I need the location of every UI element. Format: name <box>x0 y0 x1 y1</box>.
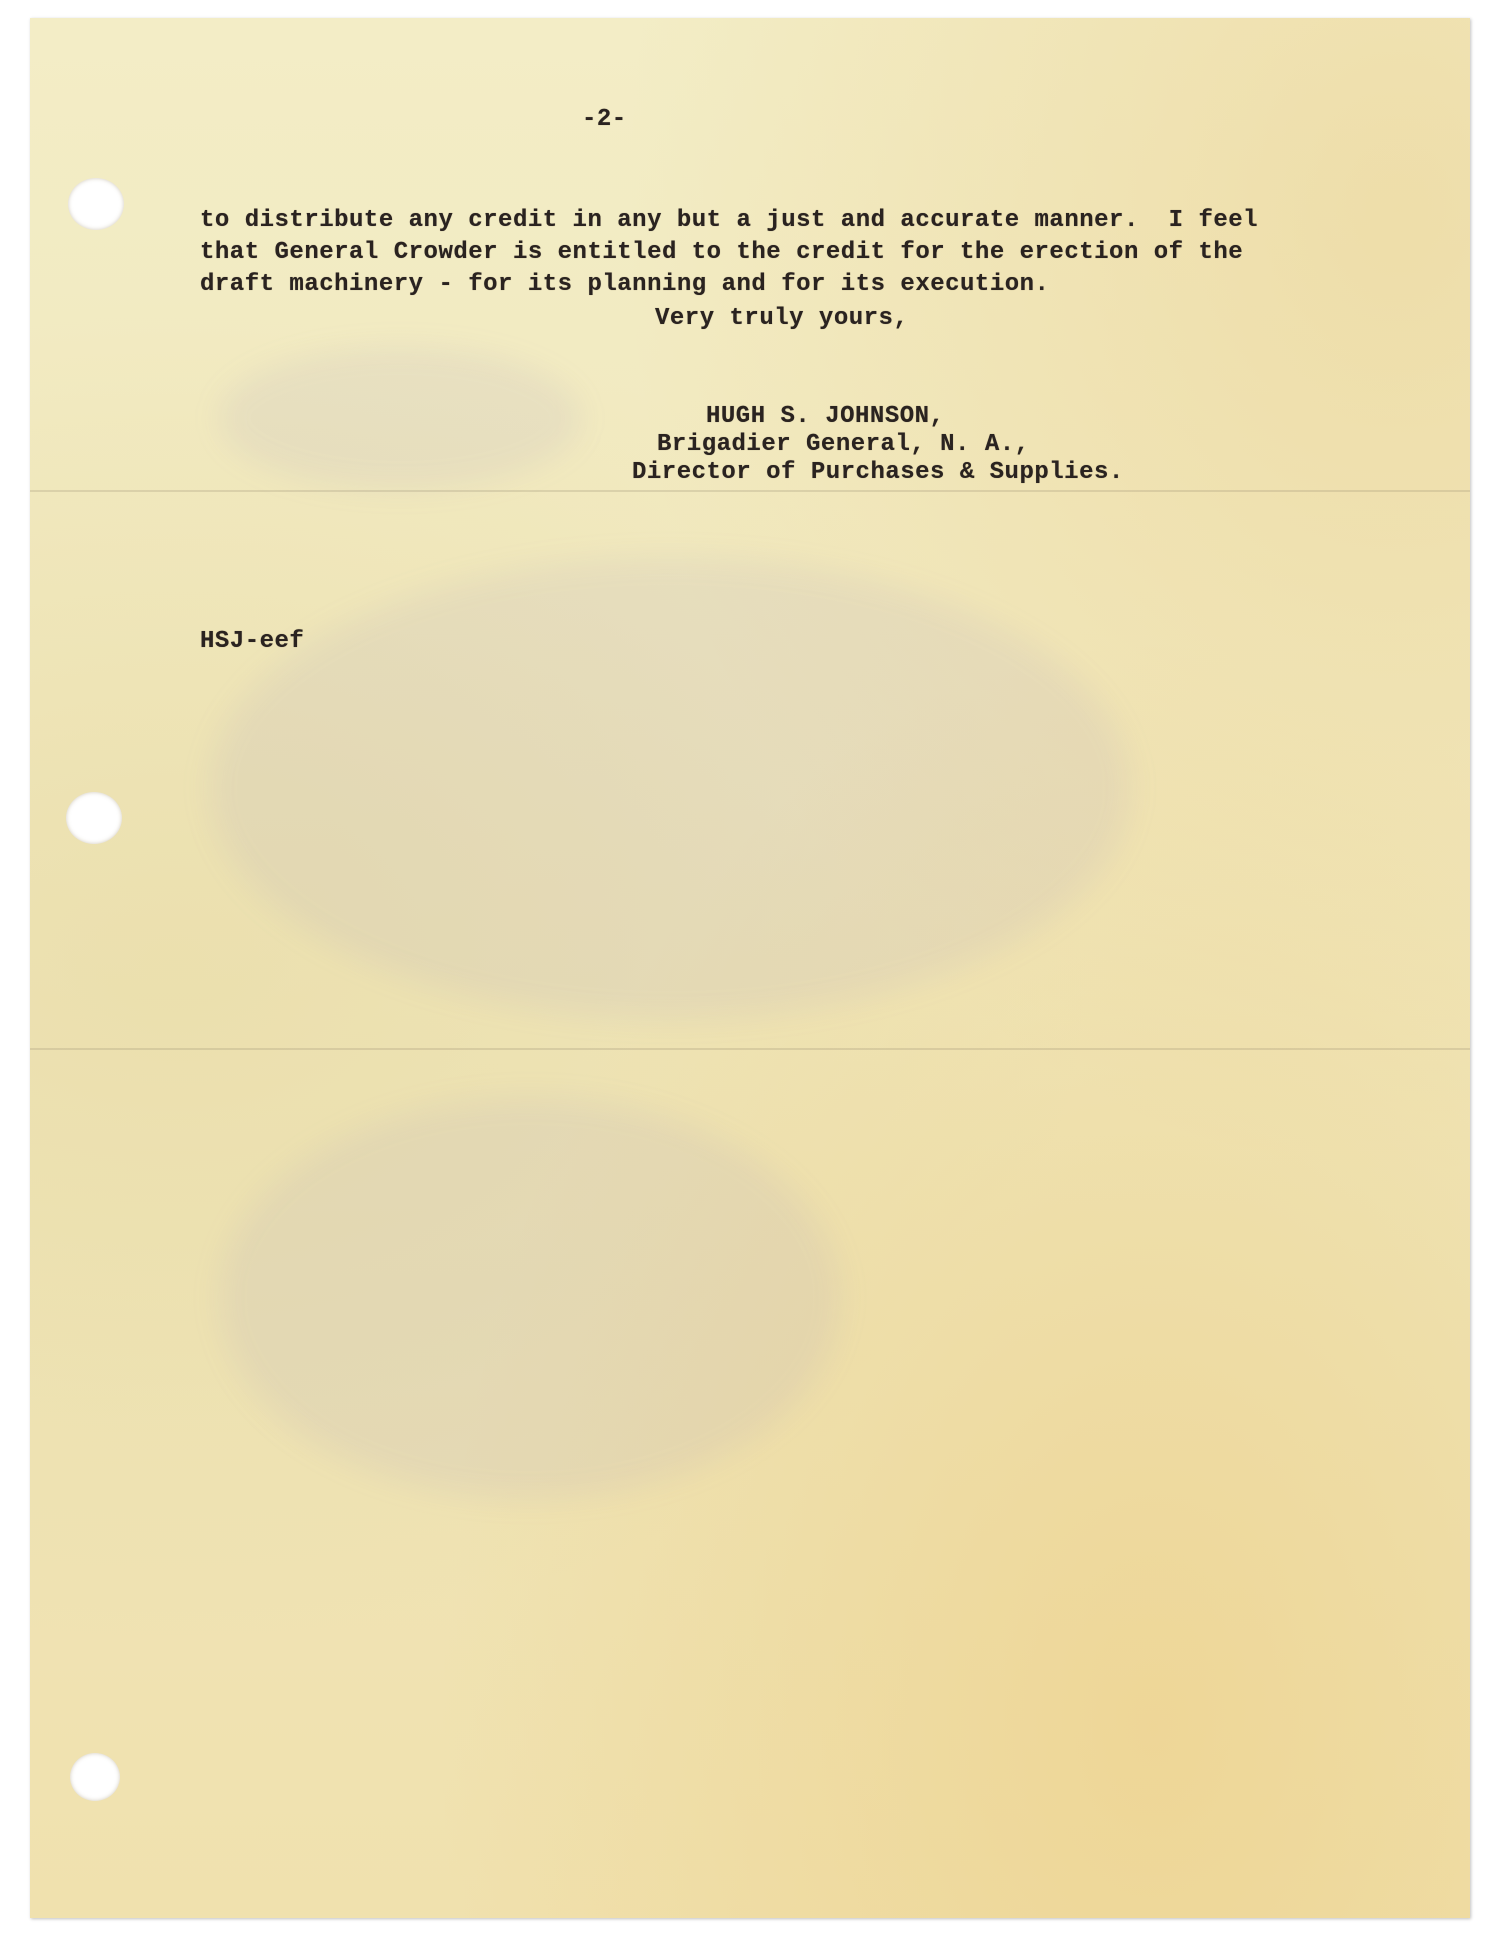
closing: Very truly yours, <box>655 305 909 332</box>
body-line-1: to distribute any credit in any but a just and accurate manner. I feel <box>200 207 1259 234</box>
signer-rank: Brigadier General, N. A., <box>657 431 1030 458</box>
punch-hole <box>66 792 122 844</box>
body-line-2: that General Crowder is entitled to the credit for the erection of the <box>200 239 1244 266</box>
page-number: -2- <box>582 106 627 133</box>
paper-fold <box>30 1048 1470 1050</box>
punch-hole <box>70 1753 120 1801</box>
paper-fold <box>30 490 1470 492</box>
signer-name: HUGH S. JOHNSON, <box>706 403 945 430</box>
punch-hole <box>68 178 124 230</box>
ink-bleed <box>210 558 1130 1018</box>
body-line-3: draft machinery - for its planning and for its execution. <box>200 271 1050 298</box>
ink-bleed <box>220 1098 840 1498</box>
letter-page <box>30 18 1470 1918</box>
reference-initials: HSJ-eef <box>200 628 305 655</box>
ink-bleed <box>220 348 580 488</box>
signer-title: Director of Purchases & Supplies. <box>632 459 1124 486</box>
